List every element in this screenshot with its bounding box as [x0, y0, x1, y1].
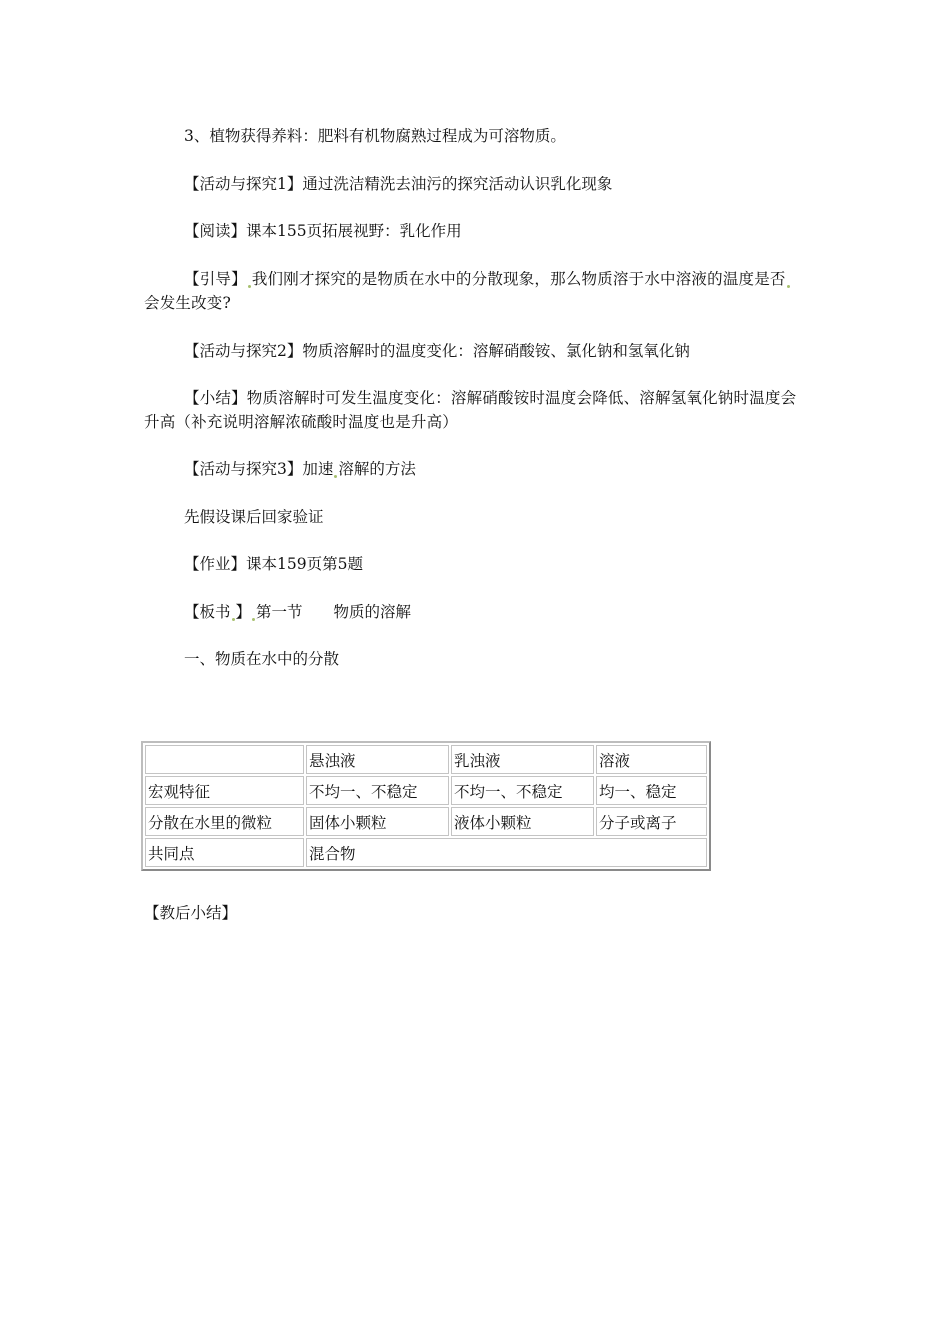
table-header-cell: 溶液	[596, 745, 707, 774]
table-cell: 液体小颗粒	[451, 807, 594, 836]
guidance-text-end: 会发生改变?	[144, 294, 232, 312]
mark-dot	[248, 285, 251, 288]
table-cell: 均一、稳定	[596, 776, 707, 805]
dispersion-table	[141, 741, 711, 871]
table-cell: 分散在水里的微粒	[145, 807, 304, 836]
paragraph-activity-2: 【活动与探究2】物质溶解时的温度变化：溶解硝酸铵、氯化钠和氢氧化钠	[184, 342, 690, 360]
paragraph-reading: 【阅读】课本155页拓展视野：乳化作用	[184, 222, 462, 240]
table-cell: 共同点	[145, 838, 304, 867]
table-row	[145, 776, 707, 805]
table-row	[145, 838, 707, 867]
table-cell: 固体小颗粒	[306, 807, 449, 836]
table-header-cell: 悬浊液	[306, 745, 449, 774]
guidance-label: 【引导】	[184, 270, 247, 288]
mark-dot	[232, 618, 235, 621]
table-header-row	[145, 745, 707, 774]
table-row	[145, 807, 707, 836]
section-heading: 一、物质在水中的分散	[184, 650, 340, 668]
mark-dot	[787, 285, 790, 288]
table-cell: 混合物	[306, 838, 707, 867]
paragraph-activity-1: 【活动与探究1】通过洗洁精洗去油污的探究活动认识乳化现象	[184, 175, 613, 193]
paragraph-blackboard	[184, 600, 411, 624]
table-cell: 宏观特征	[145, 776, 304, 805]
activity-3-text-end: 溶解的方法	[338, 460, 416, 478]
guidance-text: 我们刚才探究的是物质在水中的分散现象，那么物质溶于水中溶液的温度是否	[251, 270, 786, 288]
paragraph-summary: 【小结】物质溶解时可发生温度变化：溶解硝酸铵时温度会降低、溶解氢氧化钠时温度会升高（补充说明溶解浓硫酸时温度也是升高）	[144, 389, 797, 431]
table-header-cell	[145, 745, 304, 774]
table-cell: 不均一、不稳定	[451, 776, 594, 805]
paragraph-plant-nutrients: 3、植物获得养料：肥料有机物腐熟过程成为可溶物质。	[184, 127, 566, 145]
post-lesson-summary-heading: 【教后小结】	[144, 904, 238, 922]
table-cell: 分子或离子	[596, 807, 707, 836]
table-header-cell: 乳浊液	[451, 745, 594, 774]
blackboard-bracket: 】	[235, 603, 252, 621]
paragraph-guidance	[144, 267, 806, 315]
paragraph-homework: 【作业】课本159页第5题	[184, 555, 363, 573]
table-cell: 不均一、不稳定	[306, 776, 449, 805]
paragraph-activity-3	[184, 457, 416, 481]
mark-dot	[252, 618, 255, 621]
mark-dot	[334, 475, 337, 478]
blackboard-title: 第一节 物质的溶解	[256, 603, 412, 621]
blackboard-label: 【板书	[184, 603, 231, 621]
paragraph-hypothesis: 先假设课后回家验证	[184, 508, 324, 526]
activity-3-text: 【活动与探究3】加速	[184, 460, 334, 478]
